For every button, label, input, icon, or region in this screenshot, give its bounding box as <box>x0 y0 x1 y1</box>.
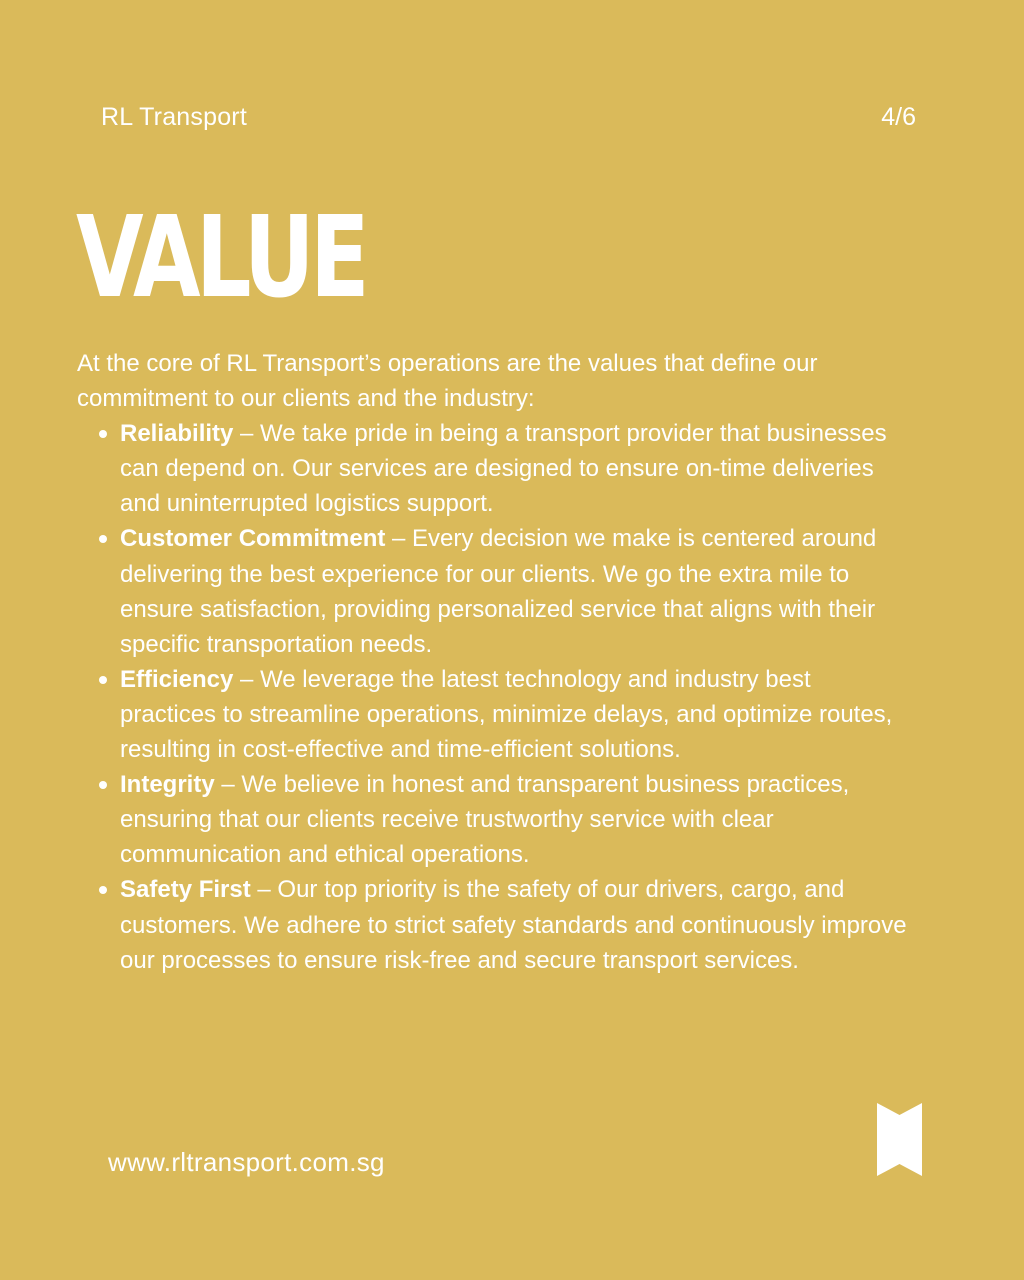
bookmark-icon <box>877 1103 922 1176</box>
value-name: Customer Commitment <box>120 525 386 553</box>
value-item-integrity <box>120 767 907 872</box>
value-item-customer-commitment <box>120 521 907 661</box>
bullet-icon <box>99 676 107 684</box>
bullet-icon <box>99 886 107 894</box>
value-item-reliability <box>120 416 907 521</box>
bullet-icon <box>99 535 107 543</box>
value-name: Integrity <box>120 771 215 799</box>
value-description: – We believe in honest and transparent business practices, ensuring that our clients receive trustworthy service with clear communication and ethical operations. <box>120 771 850 869</box>
value-description: – We take pride in being a transport provider that businesses can depend on. Our services are designed to ensure on-time deliveries and uninterrupted logistics support. <box>120 420 887 518</box>
values-section <box>77 346 907 978</box>
value-name: Efficiency <box>120 665 234 693</box>
values-list <box>77 416 907 978</box>
value-description: – We leverage the latest technology and industry best practices to streamline operations, minimize delays, and optimize routes, resulting in cost-effective and time-efficient solutions. <box>120 665 893 764</box>
intro-text: At the core of RL Transport’s operations are the values that define our commitment to our clients and the industry: <box>77 350 818 413</box>
value-description: – Our top priority is the safety of our drivers, cargo, and customers. We adhere to strict safety standards and continuously improve our processes to ensure risk-free and secure transport services. <box>120 876 907 974</box>
bullet-icon <box>99 430 107 438</box>
value-name: Safety First <box>120 876 251 904</box>
bullet-icon <box>99 781 107 789</box>
page-title: VALUE <box>76 193 366 323</box>
page-indicator: 4/6 <box>881 103 916 131</box>
value-item-efficiency <box>120 662 907 767</box>
value-item-safety-first <box>120 872 907 977</box>
website-link[interactable]: www.rltransport.com.sg <box>108 1147 385 1177</box>
value-name: Reliability <box>120 420 234 448</box>
brand-name: RL Transport <box>101 103 247 131</box>
value-description: – Every decision we make is centered around delivering the best experience for our clients. We go the extra mile to ensure satisfaction, providing personalized service that aligns with their specific transportation needs. <box>120 525 877 658</box>
